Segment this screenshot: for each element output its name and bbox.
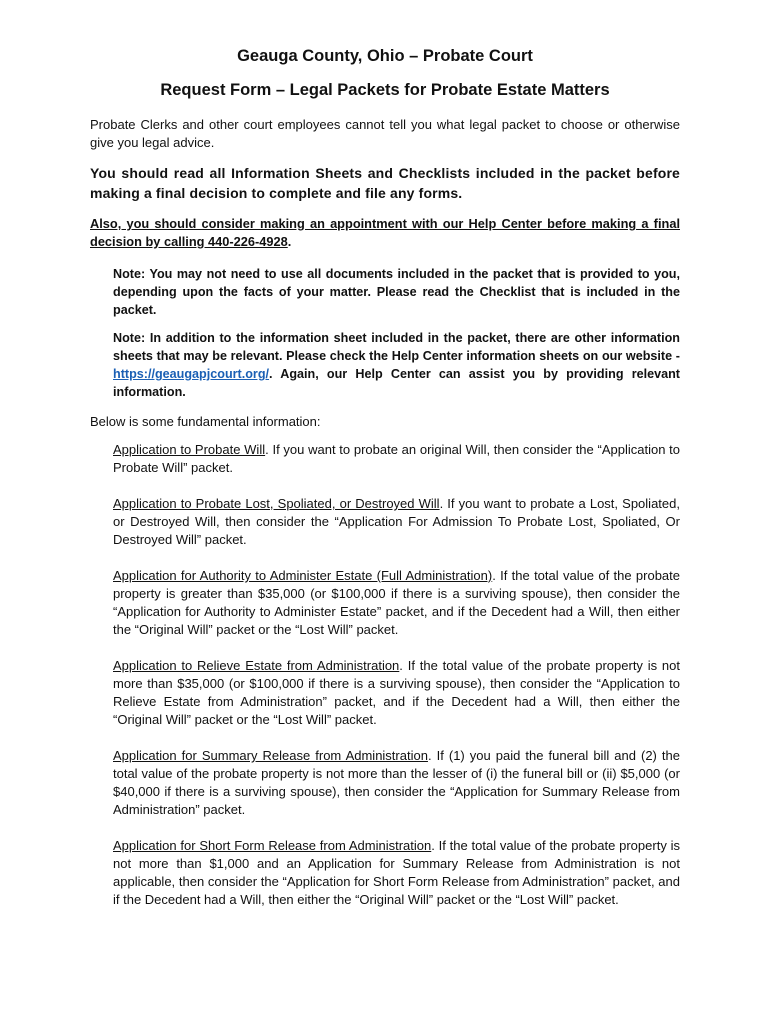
appointment-text: Also, you should consider making an appointment with our Help Center before making a final decision by calling 440-226-4928 (90, 216, 680, 249)
packet-item-short-form-release (113, 837, 680, 909)
packet-item-heading: Application to Probate Lost, Spoliated, or Destroyed Will (113, 496, 440, 511)
packet-item-heading: Application for Authority to Administer Estate (Full Administration) (113, 568, 493, 583)
appointment-period: . (287, 234, 292, 249)
note-documents: Note: You may not need to use all documents included in the packet that is provided to you, depending upon the facts of your matter. Please read the Checklist that is included in the packet. (113, 267, 680, 317)
packet-item-probate-will (113, 441, 680, 477)
packet-item-relieve-estate (113, 657, 680, 729)
packet-item-text: . If you want to probate a Lost, Spoliated, or Destroyed Will, then consider the “Application For Admission To Probate Lost, Spoliated, Or Destroyed Will” packet. (113, 496, 680, 547)
packet-item-text: . If you want to probate an original Will, then consider the “Application to Probate Will” packet. (113, 442, 680, 475)
packet-item-text: . If (1) you paid the funeral bill and (2) the total value of the probate property is not more than the lesser of (i) the funeral bill or (ii) $5,000 (or $40,000 if there is a surviving spouse), then consider the “Application for Summary Release from Administration” packet. (113, 748, 681, 817)
warning-paragraph: You should read all Information Sheets and Checklists included in the packet before making a final decision to complete and file any forms. (90, 165, 680, 201)
website-link[interactable]: https://geaugapjcourt.org/ (113, 367, 270, 381)
packet-item-full-administration (113, 567, 680, 639)
document-page (90, 44, 680, 909)
packet-item-lost-will (113, 495, 680, 549)
packet-item-text: . If the total value of the probate property is greater than $35,000 (or $100,000 if there is a surviving spouse), then consider the “Application for Authority to Administer Estate” packet, and if the Decedent had a Will, then either the “Original Will” packet or the “Lost Will” packet. (113, 568, 680, 637)
packet-item-heading: Application for Summary Release from Administration (113, 748, 428, 763)
intro-paragraph: Probate Clerks and other court employees cannot tell you what legal packet to choose or otherwise give you legal advice. (90, 117, 680, 150)
packet-item-text: . If the total value of the probate property is not more than $1,000 and an Application for Summary Release from Administration is not applicable, then consider the “Application for Short Form Release from Administration” packet, and if the Decedent had a Will, then either the “Original Will” packet or the “Lost Will” packet. (113, 838, 680, 907)
packet-item-summary-release (113, 747, 680, 819)
note-information-sheets (113, 329, 680, 401)
packet-item-heading: Application to Relieve Estate from Administration (113, 658, 400, 673)
packet-item-text: . If the total value of the probate property is not more than $35,000 (or $100,000 if there is a surviving spouse), then consider the “Application to Relieve Estate from Administration” packet, and if the Decedent had a Will, then either the “Original Will” packet or the “Lost Will” packet. (113, 658, 680, 727)
form-title: Request Form – Legal Packets for Probate Estate Matters (160, 81, 610, 99)
note2-text-before: Note: In addition to the information sheet included in the packet, there are other information sheets that may be relevant. Please check the Help Center information sheets on our website - (113, 331, 680, 363)
packet-item-heading: Application for Short Form Release from Administration (113, 838, 432, 853)
below-label: Below is some fundamental information: (90, 414, 321, 429)
packet-item-heading: Application to Probate Will (113, 442, 266, 457)
appointment-paragraph (90, 215, 680, 251)
court-title: Geauga County, Ohio – Probate Court (237, 47, 533, 65)
note2-text-after: . Again, our Help Center can assist you by providing relevant information. (113, 367, 680, 399)
